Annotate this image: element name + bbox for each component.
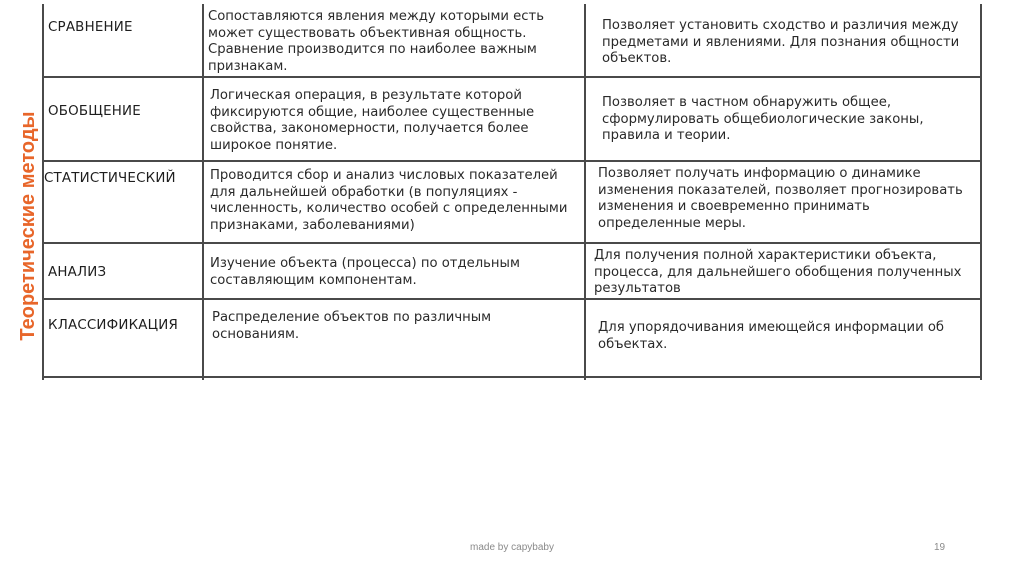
row-divider-5: [42, 376, 982, 378]
slide-footer: made by capybaby: [470, 542, 554, 553]
table-row-purpose: Позволяет получать информацию о динамике изменения показателей, позволяет прогнозировать изменения и своевременно принимать определенные меры.: [598, 166, 963, 231]
table-row-term: СТАТИСТИЧЕСКИЙ: [44, 171, 176, 186]
page-number: 19: [934, 542, 946, 553]
table-row-definition: Изучение объекта (процесса) по отдельным составляющим компонентам.: [210, 256, 520, 288]
table-divider-2: [584, 4, 586, 380]
row-divider-2: [42, 160, 982, 162]
table-row-term: СРАВНЕНИЕ: [48, 20, 133, 35]
table-row-definition: Распределение объектов по различным основаниям.: [212, 310, 492, 342]
table-border-right: [980, 4, 982, 380]
table-border-left: [42, 4, 44, 380]
table-row-purpose: Для получения полной характеристики объекта, процесса, для дальнейшего обобщения полученных результатов: [594, 248, 962, 296]
table-row-term: КЛАССИФИКАЦИЯ: [48, 318, 178, 333]
table-row-definition: Проводится сбор и анализ числовых показателей для дальнейшей обработки (в популяциях - численность, количество особей с определенными признаками, заболеваниями): [210, 168, 568, 233]
methods-table: [42, 4, 984, 380]
table-row-definition: Логическая операция, в результате которой фиксируются общие, наиболее существенные свойства, закономерности, получается более широкое понятие.: [210, 88, 535, 153]
table-row-purpose: Для упорядочивания имеющейся информации об объектах.: [598, 320, 945, 352]
table-row-definition: Сопоставляются явления между которыми есть может существовать объективная общность. Сравнение производится по наиболее важным признакам.: [208, 9, 544, 74]
table-row-purpose: Позволяет установить сходство и различия между предметами и явлениями. Для познания общности объектов.: [602, 18, 960, 66]
side-title: Теоретические методы: [17, 111, 39, 341]
table-row-term: АНАЛИЗ: [48, 265, 107, 280]
row-divider-4: [42, 298, 982, 300]
table-row-term: ОБОБЩЕНИЕ: [48, 104, 141, 119]
row-divider-3: [42, 242, 982, 244]
table-divider-1: [202, 4, 204, 380]
row-divider-1: [42, 76, 982, 78]
table-row-purpose: Позволяет в частном обнаружить общее, сформулировать общебиологические законы, правила и теории.: [602, 95, 924, 143]
